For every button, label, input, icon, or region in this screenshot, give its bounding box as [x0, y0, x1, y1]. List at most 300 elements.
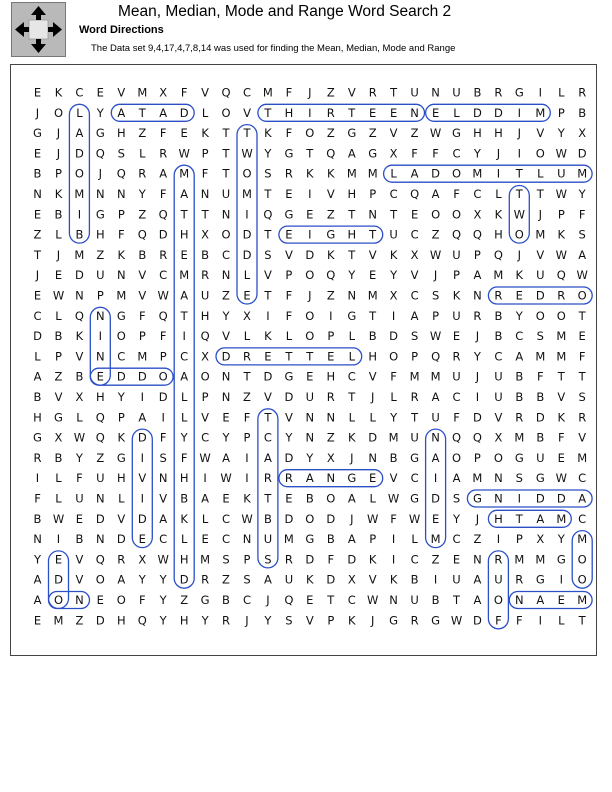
grid-cell[interactable]: S [243, 572, 251, 587]
grid-cell[interactable]: M [367, 166, 378, 181]
grid-cell[interactable]: A [578, 247, 587, 262]
grid-cell[interactable]: B [180, 491, 189, 506]
grid-cell[interactable]: F [453, 410, 460, 425]
grid-cell[interactable]: K [54, 85, 63, 100]
grid-cell[interactable]: B [410, 572, 419, 587]
grid-cell[interactable]: Y [452, 511, 461, 526]
grid-cell[interactable]: L [180, 390, 188, 404]
grid-cell[interactable]: C [221, 247, 231, 262]
grid-cell[interactable]: L [139, 146, 146, 161]
grid-cell[interactable]: G [33, 430, 42, 445]
grid-cell[interactable]: E [54, 552, 63, 567]
grid-cell[interactable]: Q [263, 207, 273, 222]
grid-cell[interactable]: X [54, 430, 63, 445]
grid-cell[interactable]: S [452, 491, 461, 506]
grid-cell[interactable]: P [327, 329, 335, 344]
grid-cell[interactable]: F [285, 308, 293, 323]
grid-cell[interactable]: D [556, 491, 566, 506]
grid-cell[interactable]: R [326, 390, 335, 404]
grid-cell[interactable]: D [326, 511, 336, 526]
grid-cell[interactable]: N [389, 593, 398, 607]
grid-cell[interactable]: Z [180, 593, 189, 607]
grid-cell[interactable]: T [578, 613, 586, 628]
grid-cell[interactable]: X [410, 247, 419, 262]
grid-cell[interactable]: M [430, 369, 441, 384]
grid-cell[interactable]: N [305, 430, 315, 445]
grid-cell[interactable]: Q [95, 552, 105, 567]
grid-cell[interactable]: J [517, 126, 522, 141]
grid-cell[interactable]: T [515, 166, 523, 181]
grid-cell[interactable]: R [494, 552, 503, 567]
grid-cell[interactable]: K [452, 288, 461, 303]
grid-cell[interactable]: B [494, 308, 503, 323]
grid-cell[interactable]: N [116, 187, 126, 201]
grid-cell[interactable]: N [431, 430, 440, 445]
grid-cell[interactable]: Q [200, 329, 210, 344]
grid-cell[interactable]: N [33, 187, 42, 201]
grid-cell[interactable]: V [201, 85, 210, 100]
grid-cell[interactable]: N [221, 268, 231, 283]
grid-cell[interactable]: T [578, 369, 586, 384]
grid-cell[interactable]: V [138, 268, 147, 283]
grid-cell[interactable]: L [76, 410, 83, 425]
grid-cell[interactable]: E [285, 491, 293, 506]
grid-cell[interactable]: M [116, 288, 127, 303]
grid-cell[interactable]: B [368, 329, 377, 344]
grid-cell[interactable]: S [264, 552, 272, 567]
grid-cell[interactable]: U [452, 572, 461, 587]
grid-cell[interactable]: L [55, 471, 62, 486]
grid-cell[interactable]: H [200, 308, 210, 323]
grid-cell[interactable]: W [157, 552, 169, 567]
grid-cell[interactable]: J [517, 247, 522, 262]
grid-cell[interactable]: E [180, 126, 188, 141]
grid-cell[interactable]: A [33, 369, 42, 384]
grid-cell[interactable]: I [182, 329, 186, 344]
grid-cell[interactable]: N [221, 390, 231, 404]
grid-cell[interactable]: A [201, 491, 210, 506]
grid-cell[interactable]: Y [264, 613, 272, 628]
grid-cell[interactable]: B [263, 511, 272, 526]
grid-cell[interactable]: A [305, 471, 314, 486]
grid-cell[interactable]: W [450, 613, 463, 628]
grid-cell[interactable]: A [75, 126, 84, 141]
grid-cell[interactable]: N [95, 532, 105, 547]
grid-cell[interactable]: N [221, 369, 231, 384]
grid-cell[interactable]: Y [33, 552, 42, 567]
grid-cell[interactable]: I [203, 471, 207, 486]
grid-cell[interactable]: N [431, 85, 440, 100]
grid-cell[interactable]: E [75, 511, 84, 526]
grid-cell[interactable]: G [472, 491, 482, 506]
grid-cell[interactable]: D [431, 491, 441, 506]
grid-cell[interactable]: D [284, 450, 294, 465]
grid-cell[interactable]: E [96, 593, 104, 607]
grid-cell[interactable]: B [75, 369, 84, 384]
grid-cell[interactable]: Q [95, 410, 105, 425]
grid-cell[interactable]: M [200, 552, 211, 567]
grid-cell[interactable]: F [243, 410, 251, 425]
grid-cell[interactable]: B [389, 450, 398, 465]
grid-cell[interactable]: I [391, 552, 396, 567]
grid-cell[interactable]: L [201, 105, 209, 120]
grid-cell[interactable]: M [283, 532, 294, 547]
grid-cell[interactable]: W [576, 268, 588, 283]
grid-cell[interactable]: Z [138, 126, 147, 141]
grid-cell[interactable]: R [578, 85, 587, 100]
grid-cell[interactable]: J [56, 146, 61, 161]
grid-cell[interactable]: P [117, 410, 125, 425]
grid-cell[interactable]: T [390, 207, 398, 222]
grid-cell[interactable]: O [577, 552, 587, 567]
grid-cell[interactable]: F [159, 126, 167, 141]
grid-cell[interactable]: E [578, 329, 586, 344]
grid-cell[interactable]: V [54, 390, 63, 404]
grid-cell[interactable]: M [535, 105, 546, 120]
grid-cell[interactable]: C [578, 511, 587, 526]
grid-cell[interactable]: M [514, 552, 525, 567]
grid-cell[interactable]: S [222, 552, 230, 567]
grid-cell[interactable]: L [558, 613, 565, 628]
grid-cell[interactable]: O [221, 105, 231, 120]
grid-cell[interactable]: M [409, 369, 420, 384]
grid-cell[interactable]: Y [557, 532, 565, 547]
grid-cell[interactable]: N [494, 471, 503, 486]
grid-cell[interactable]: M [472, 166, 483, 181]
grid-cell[interactable]: L [369, 491, 376, 506]
grid-cell[interactable]: W [387, 491, 400, 506]
grid-cell[interactable]: R [410, 613, 419, 628]
grid-cell[interactable]: V [75, 349, 84, 364]
grid-cell[interactable]: T [264, 227, 272, 242]
grid-cell[interactable]: T [390, 85, 398, 100]
grid-cell[interactable]: F [34, 491, 41, 506]
grid-cell[interactable]: Q [158, 207, 168, 222]
grid-cell[interactable]: G [326, 227, 336, 242]
grid-cell[interactable]: C [410, 552, 419, 567]
grid-cell[interactable]: P [432, 308, 440, 323]
grid-cell[interactable]: Z [96, 450, 105, 465]
grid-cell[interactable]: F [557, 430, 565, 445]
grid-cell[interactable]: W [157, 288, 169, 303]
grid-cell[interactable]: O [116, 593, 126, 607]
grid-cell[interactable]: A [117, 572, 126, 587]
grid-cell[interactable]: C [347, 369, 356, 384]
grid-cell[interactable]: D [305, 552, 315, 567]
grid-cell[interactable]: R [368, 85, 377, 100]
grid-cell[interactable]: F [578, 207, 586, 222]
grid-cell[interactable]: X [201, 227, 210, 242]
grid-cell[interactable]: Y [557, 126, 565, 141]
grid-cell[interactable]: T [369, 308, 377, 323]
grid-cell[interactable]: C [515, 329, 524, 344]
grid-cell[interactable]: M [53, 613, 64, 628]
grid-cell[interactable]: L [243, 268, 251, 283]
grid-cell[interactable]: V [117, 511, 126, 526]
grid-cell[interactable]: O [451, 166, 462, 181]
grid-cell[interactable]: N [95, 308, 105, 323]
grid-cell[interactable]: L [390, 166, 397, 181]
grid-cell[interactable]: V [536, 247, 545, 262]
grid-cell[interactable]: A [473, 572, 482, 587]
grid-cell[interactable]: D [326, 572, 336, 587]
grid-cell[interactable]: U [536, 268, 545, 283]
grid-cell[interactable]: Y [285, 430, 293, 445]
grid-cell[interactable]: S [264, 247, 272, 262]
grid-cell[interactable]: K [264, 126, 272, 141]
grid-cell[interactable]: T [515, 187, 523, 201]
grid-cell[interactable]: G [347, 308, 357, 323]
grid-cell[interactable]: O [305, 511, 315, 526]
grid-cell[interactable]: T [348, 247, 356, 262]
grid-cell[interactable]: W [241, 146, 253, 161]
grid-cell[interactable]: G [284, 207, 294, 222]
grid-cell[interactable]: W [429, 247, 442, 262]
grid-cell[interactable]: O [200, 369, 210, 384]
grid-cell[interactable]: Y [515, 308, 523, 323]
grid-cell[interactable]: P [473, 450, 481, 465]
grid-cell[interactable]: B [33, 511, 42, 526]
grid-cell[interactable]: E [306, 593, 314, 607]
grid-cell[interactable]: E [96, 369, 104, 384]
grid-cell[interactable]: C [473, 187, 482, 201]
grid-cell[interactable]: U [494, 572, 503, 587]
grid-cell[interactable]: T [243, 126, 251, 141]
grid-cell[interactable]: V [305, 613, 314, 628]
grid-cell[interactable]: B [33, 166, 42, 181]
grid-cell[interactable]: L [34, 349, 41, 364]
grid-cell[interactable]: U [536, 450, 545, 465]
grid-cell[interactable]: P [285, 268, 293, 283]
grid-cell[interactable]: M [472, 471, 483, 486]
grid-cell[interactable]: K [494, 207, 503, 222]
grid-cell[interactable]: M [388, 430, 399, 445]
grid-cell[interactable]: F [76, 471, 83, 486]
grid-cell[interactable]: D [284, 390, 294, 404]
grid-cell[interactable]: W [555, 187, 567, 201]
grid-cell[interactable]: C [347, 593, 356, 607]
grid-cell[interactable]: F [159, 187, 167, 201]
grid-cell[interactable]: Y [138, 187, 146, 201]
grid-cell[interactable]: Y [473, 349, 481, 364]
grid-cell[interactable]: L [369, 410, 376, 425]
grid-cell[interactable]: Z [54, 369, 63, 384]
grid-cell[interactable]: H [347, 187, 357, 201]
grid-cell[interactable]: U [494, 390, 503, 404]
grid-cell[interactable]: I [140, 390, 145, 404]
grid-cell[interactable]: U [263, 532, 273, 547]
grid-cell[interactable]: H [116, 613, 126, 628]
grid-cell[interactable]: N [33, 532, 42, 547]
grid-cell[interactable]: I [559, 572, 564, 587]
grid-cell[interactable]: Y [390, 410, 398, 425]
grid-cell[interactable]: Z [222, 288, 230, 303]
grid-cell[interactable]: Q [284, 593, 294, 607]
grid-cell[interactable]: F [495, 613, 502, 628]
grid-cell[interactable]: N [368, 450, 378, 465]
grid-cell[interactable]: Y [222, 308, 230, 323]
grid-cell[interactable]: B [578, 105, 587, 120]
grid-cell[interactable]: X [159, 85, 168, 100]
grid-cell[interactable]: D [389, 329, 399, 344]
grid-cell[interactable]: K [327, 166, 335, 181]
grid-cell[interactable]: Y [159, 593, 167, 607]
grid-cell[interactable]: F [453, 187, 460, 201]
grid-cell[interactable]: V [578, 430, 587, 445]
grid-cell[interactable]: P [557, 105, 565, 120]
grid-cell[interactable]: S [285, 613, 293, 628]
grid-cell[interactable]: O [158, 369, 168, 384]
grid-cell[interactable]: J [370, 613, 375, 628]
grid-cell[interactable]: A [431, 450, 440, 465]
grid-cell[interactable]: M [262, 85, 273, 100]
grid-cell[interactable]: D [368, 430, 378, 445]
grid-cell[interactable]: Y [180, 430, 188, 445]
grid-cell[interactable]: W [513, 207, 525, 222]
grid-cell[interactable]: K [201, 126, 209, 141]
grid-cell[interactable]: B [54, 329, 63, 344]
grid-cell[interactable]: C [159, 532, 168, 547]
grid-cell[interactable]: P [159, 349, 167, 364]
grid-cell[interactable]: Y [390, 268, 398, 283]
grid-cell[interactable]: V [201, 410, 210, 425]
grid-cell[interactable]: Q [95, 146, 105, 161]
grid-cell[interactable]: D [347, 552, 357, 567]
grid-cell[interactable]: E [369, 471, 377, 486]
grid-cell[interactable]: U [96, 471, 105, 486]
grid-cell[interactable]: F [159, 430, 167, 445]
grid-cell[interactable]: L [118, 491, 125, 506]
grid-cell[interactable]: G [116, 308, 126, 323]
grid-cell[interactable]: B [54, 207, 63, 222]
grid-cell[interactable]: I [329, 308, 333, 323]
grid-cell[interactable]: E [33, 85, 42, 100]
grid-cell[interactable]: I [538, 613, 543, 628]
grid-cell[interactable]: K [117, 430, 126, 445]
grid-cell[interactable]: R [557, 288, 566, 303]
grid-cell[interactable]: P [557, 207, 565, 222]
grid-cell[interactable]: S [264, 166, 272, 181]
grid-cell[interactable]: P [411, 349, 419, 364]
grid-cell[interactable]: O [116, 329, 126, 344]
grid-cell[interactable]: N [75, 593, 84, 607]
grid-cell[interactable]: Y [578, 187, 586, 201]
grid-cell[interactable]: I [56, 532, 61, 547]
grid-cell[interactable]: F [138, 593, 146, 607]
grid-cell[interactable]: C [452, 146, 461, 161]
grid-cell[interactable]: Z [243, 390, 251, 404]
grid-cell[interactable]: R [201, 268, 210, 283]
grid-cell[interactable]: T [306, 349, 314, 364]
grid-cell[interactable]: V [75, 572, 84, 587]
grid-cell[interactable]: W [555, 146, 567, 161]
grid-cell[interactable]: G [116, 450, 126, 465]
grid-cell[interactable]: O [305, 329, 315, 344]
grid-cell[interactable]: B [54, 450, 63, 465]
grid-cell[interactable]: G [347, 126, 357, 141]
grid-cell[interactable]: U [452, 369, 461, 384]
grid-cell[interactable]: C [242, 593, 252, 607]
grid-cell[interactable]: H [494, 511, 503, 526]
grid-cell[interactable]: D [472, 613, 482, 628]
grid-cell[interactable]: T [348, 105, 356, 120]
grid-cell[interactable]: T [180, 308, 188, 323]
grid-cell[interactable]: X [578, 126, 587, 141]
grid-cell[interactable]: W [408, 511, 421, 526]
grid-cell[interactable]: F [578, 349, 586, 364]
grid-cell[interactable]: G [452, 126, 461, 141]
grid-cell[interactable]: D [431, 166, 441, 181]
grid-cell[interactable]: P [138, 329, 146, 344]
grid-cell[interactable]: R [578, 410, 587, 425]
grid-cell[interactable]: U [284, 572, 294, 587]
grid-cell[interactable]: N [410, 105, 419, 120]
grid-cell[interactable]: A [180, 288, 189, 303]
grid-cell[interactable]: P [243, 552, 251, 567]
grid-cell[interactable]: Q [472, 430, 482, 445]
grid-cell[interactable]: E [201, 532, 209, 547]
grid-cell[interactable]: K [557, 227, 566, 242]
grid-cell[interactable]: A [347, 146, 356, 161]
grid-cell[interactable]: T [264, 491, 272, 506]
grid-cell[interactable]: E [33, 207, 42, 222]
grid-cell[interactable]: V [284, 247, 293, 262]
grid-cell[interactable]: I [391, 532, 396, 547]
grid-cell[interactable]: Z [326, 430, 335, 445]
grid-cell[interactable]: O [451, 207, 462, 222]
grid-cell[interactable]: N [95, 187, 105, 201]
grid-cell[interactable]: Y [159, 613, 167, 628]
grid-cell[interactable]: Q [431, 349, 441, 364]
grid-cell[interactable]: D [137, 430, 147, 445]
grid-cell[interactable]: X [75, 390, 84, 404]
grid-cell[interactable]: P [473, 247, 481, 262]
grid-cell[interactable]: Z [33, 227, 42, 242]
grid-cell[interactable]: U [221, 187, 231, 201]
grid-cell[interactable]: G [535, 572, 545, 587]
grid-cell[interactable]: E [33, 288, 42, 303]
grid-cell[interactable]: V [347, 85, 356, 100]
grid-cell[interactable]: B [515, 369, 524, 384]
grid-cell[interactable]: O [305, 126, 315, 141]
grid-cell[interactable]: I [496, 532, 501, 547]
grid-cell[interactable]: O [577, 288, 587, 303]
grid-cell[interactable]: V [494, 410, 503, 425]
grid-cell[interactable]: Y [201, 613, 209, 628]
grid-cell[interactable]: H [179, 471, 189, 486]
grid-cell[interactable]: S [410, 329, 419, 344]
grid-cell[interactable]: E [327, 349, 335, 364]
grid-cell[interactable]: C [221, 532, 231, 547]
grid-cell[interactable]: F [159, 329, 167, 344]
grid-cell[interactable]: B [33, 390, 42, 404]
grid-cell[interactable]: A [536, 593, 545, 607]
grid-cell[interactable]: Q [95, 430, 105, 445]
grid-cell[interactable]: E [369, 268, 377, 283]
grid-cell[interactable]: Y [138, 572, 146, 587]
grid-cell[interactable]: V [284, 410, 293, 425]
grid-cell[interactable]: V [389, 126, 398, 141]
grid-cell[interactable]: Y [306, 450, 314, 465]
grid-cell[interactable]: K [243, 491, 251, 506]
grid-cell[interactable]: T [285, 349, 293, 364]
grid-cell[interactable]: O [431, 207, 441, 222]
grid-cell[interactable]: W [555, 471, 567, 486]
grid-cell[interactable]: A [410, 308, 419, 323]
grid-cell[interactable]: T [201, 207, 209, 222]
grid-cell[interactable]: U [410, 430, 419, 445]
grid-cell[interactable]: K [557, 410, 566, 425]
